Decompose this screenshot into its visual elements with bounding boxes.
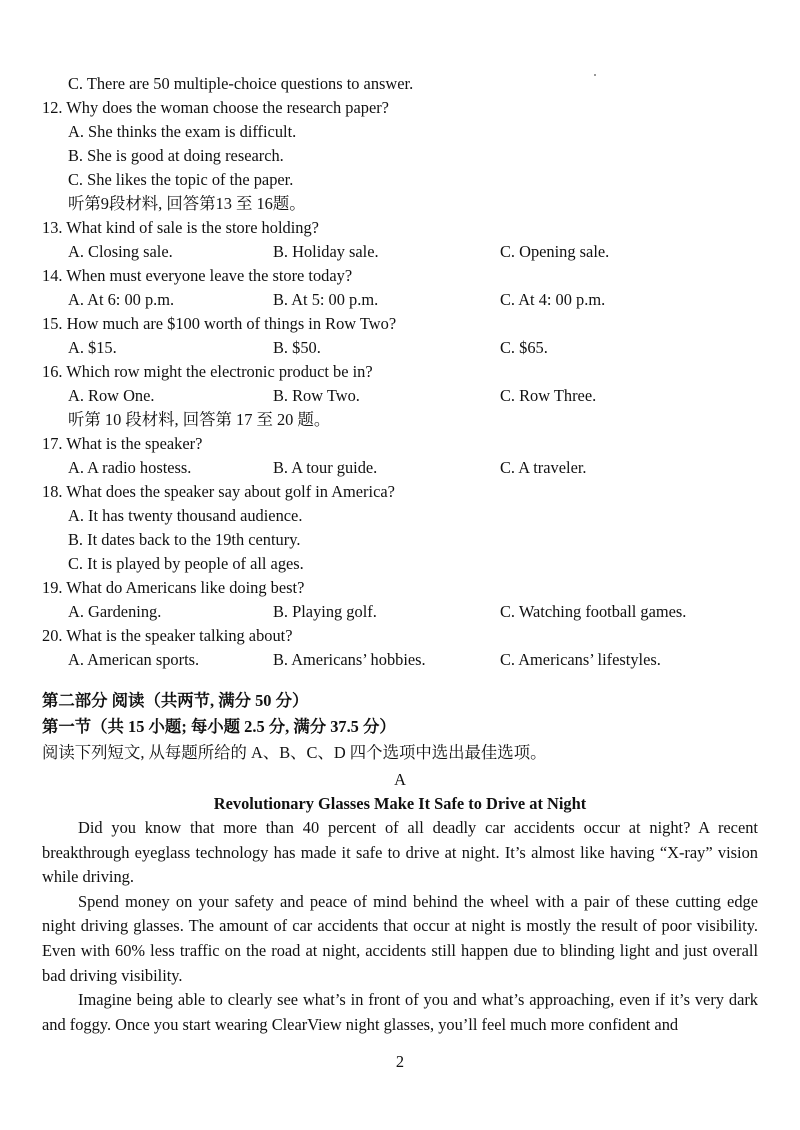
options-row-20 bbox=[42, 648, 758, 672]
option-20a: A. American sports. bbox=[68, 650, 200, 669]
option-14b: B. At 5: 00 p.m. bbox=[273, 290, 379, 309]
option-18c: C. It is played by people of all ages. bbox=[68, 554, 304, 573]
options-row-13 bbox=[42, 240, 758, 264]
option-16b: B. Row Two. bbox=[273, 386, 360, 405]
section-note-9: 听第9段材料, 回答第13 至 16题。 bbox=[68, 194, 306, 213]
section-heading: 第一节（共 15 小题; 每小题 2.5 分, 满分 37.5 分） bbox=[42, 717, 396, 736]
question-18: 18. What does the speaker say about golf in America? bbox=[42, 482, 395, 501]
options-row-15 bbox=[42, 336, 758, 360]
passage-paragraph-2: Spend money on your safety and peace of mind behind the wheel with a pair of these cutting edge night driving glasses. The amount of car accidents that occur at night is mostly the result of poor visibility. Even with 60% less traffic on the road at night, accidents still happen due to blinding light and just overall bad driving visibility. bbox=[42, 891, 758, 985]
question-15: 15. How much are $100 worth of things in Row Two? bbox=[42, 314, 397, 333]
options-row-16 bbox=[42, 384, 758, 408]
page-number: 2 bbox=[395, 1052, 405, 1071]
option-19b: B. Playing golf. bbox=[273, 602, 377, 621]
option-15a: A. $15. bbox=[68, 338, 117, 357]
option-17b: B. A tour guide. bbox=[273, 458, 378, 477]
option-12a: A. She thinks the exam is difficult. bbox=[68, 122, 297, 141]
passage-title: Revolutionary Glasses Make It Safe to Drive at Night bbox=[213, 794, 587, 813]
options-row-14 bbox=[42, 288, 758, 312]
option-18b: B. It dates back to the 19th century. bbox=[68, 530, 301, 549]
instruction: 阅读下列短文, 从每题所给的 A、B、C、D 四个选项中选出最佳选项。 bbox=[42, 743, 547, 762]
option-17c: C. A traveler. bbox=[500, 458, 587, 477]
question-17: 17. What is the speaker? bbox=[42, 434, 203, 453]
question-19: 19. What do Americans like doing best? bbox=[42, 578, 305, 597]
option-13c: C. Opening sale. bbox=[500, 242, 610, 261]
option-16c: C. Row Three. bbox=[500, 386, 597, 405]
listening-section bbox=[42, 72, 758, 672]
page-content bbox=[42, 72, 758, 1037]
question-20: 20. What is the speaker talking about? bbox=[42, 626, 293, 645]
option-18a: A. It has twenty thousand audience. bbox=[68, 506, 303, 525]
option-17a: A. A radio hostess. bbox=[68, 458, 192, 477]
option-14a: A. At 6: 00 p.m. bbox=[68, 290, 175, 309]
option-15b: B. $50. bbox=[273, 338, 321, 357]
options-row-19 bbox=[42, 600, 758, 624]
option-15c: C. $65. bbox=[500, 338, 548, 357]
passage-paragraph-1: Did you know that more than 40 percent of all deadly car accidents occur at night? A recent breakthrough eyeglass technology has made it safe to drive at night. It’s almost like having “X-ray” vision while driving. bbox=[42, 818, 758, 887]
part-heading: 第二部分 阅读（共两节, 满分 50 分） bbox=[42, 691, 309, 710]
option-12b: B. She is good at doing research. bbox=[68, 146, 284, 165]
option-19c: C. Watching football games. bbox=[500, 602, 687, 621]
question-14: 14. When must everyone leave the store today? bbox=[42, 266, 353, 285]
option-14c: C. At 4: 00 p.m. bbox=[500, 290, 606, 309]
section-note-10: 听第 10 段材料, 回答第 17 至 20 题。 bbox=[68, 410, 331, 429]
option-12c: C. She likes the topic of the paper. bbox=[68, 170, 294, 189]
passage-paragraph-3: Imagine being able to clearly see what’s in front of you and what’s approaching, even if it’s very dark and foggy. Once you start wearing ClearView night glasses, you’ll feel much more confident and bbox=[42, 990, 758, 1034]
option-19a: A. Gardening. bbox=[68, 602, 162, 621]
option-13a: A. Closing sale. bbox=[68, 242, 173, 261]
option-line-11c: C. There are 50 multiple-choice questions to answer. bbox=[68, 74, 414, 93]
question-12: 12. Why does the woman choose the research paper? bbox=[42, 98, 389, 117]
passage-label: A bbox=[394, 770, 406, 789]
question-16: 16. Which row might the electronic product be in? bbox=[42, 362, 373, 381]
option-16a: A. Row One. bbox=[68, 386, 155, 405]
option-20c: C. Americans’ lifestyles. bbox=[500, 650, 661, 669]
option-13b: B. Holiday sale. bbox=[273, 242, 379, 261]
options-row-17 bbox=[42, 456, 758, 480]
reading-section bbox=[42, 688, 758, 1037]
question-13: 13. What kind of sale is the store holding? bbox=[42, 218, 319, 237]
option-20b: B. Americans’ hobbies. bbox=[273, 650, 426, 669]
